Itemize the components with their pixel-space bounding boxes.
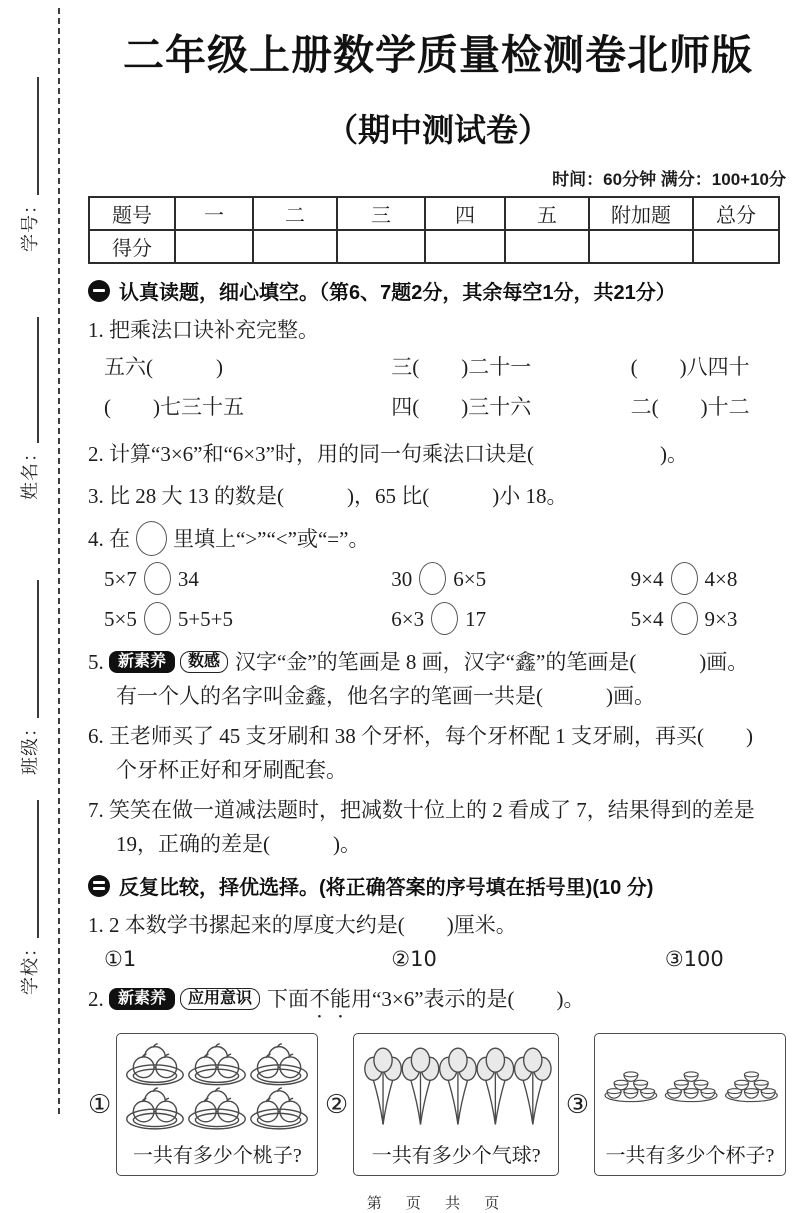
s2-q2-stem: 2. 新素养 应用意识 下面不能用“3×6”表示的是( )。	[88, 987, 585, 1011]
s1-q5-line1: 5. 新素养 数感 汉字“金”的笔画是 8 画，汉字“鑫”的笔画是( )画。	[88, 650, 749, 674]
student-number-label: 学号：	[20, 195, 40, 252]
score-col-total: 总分	[693, 197, 779, 230]
option-3: ③100	[664, 947, 724, 971]
balloons-illustration	[360, 1042, 552, 1134]
circled-number: ③	[565, 1089, 589, 1120]
paper-body	[88, 0, 788, 1213]
comparison-item: 6×3 17	[391, 599, 630, 639]
s1-q4-row2	[88, 599, 788, 639]
s1-q4-prefix: 4. 在	[88, 527, 130, 551]
s1-q4-stem	[88, 519, 788, 559]
score-col-5: 五	[505, 197, 589, 230]
s2-q2-picture-options	[88, 1033, 788, 1176]
picture-option-1	[88, 1033, 318, 1176]
number-sense-badge: 数感	[180, 651, 228, 673]
s1-q1-row2	[88, 387, 788, 427]
circled-number: ②	[324, 1089, 349, 1120]
picture-option-3	[566, 1033, 786, 1176]
s2-q1-stem: 1. 2 本数学书摞起来的厚度大约是( )厘米。	[88, 913, 517, 937]
s1-q6-line2: 个牙杯正好和牙刷配套。	[116, 758, 347, 782]
section2-heading	[88, 871, 788, 900]
compare-circle-icon	[144, 562, 171, 595]
fill-blank-item: 二( )十二	[630, 395, 750, 419]
new-literacy-badge: 新素养	[109, 651, 175, 673]
school-blank	[35, 800, 39, 938]
picture-caption: 一共有多少个桃子?	[132, 1145, 302, 1167]
fill-blank-item: 五六( )	[104, 355, 223, 379]
compare-circle-icon	[671, 562, 698, 595]
comparison-item: 5×4 9×3	[631, 599, 788, 639]
section1-heading	[88, 276, 788, 305]
s1-q6-line1: 6. 王老师买了 45 支牙刷和 38 个牙杯，每个牙杯配 1 支牙刷，再买( )	[88, 724, 753, 748]
s1-q1-stem: 1. 把乘法口诀补充完整。	[88, 318, 319, 342]
fill-blank-item: 四( )三十六	[391, 395, 532, 419]
comparison-item: 9×4 4×8	[631, 559, 788, 599]
exam-meta: 时间：60分钟 满分：100+10分	[552, 170, 786, 189]
sidebar-dashed-divider	[58, 8, 60, 1114]
new-literacy-badge: 新素养	[109, 988, 175, 1010]
compare-circle-icon	[671, 602, 698, 635]
score-col-2: 二	[253, 197, 337, 230]
score-cell	[693, 230, 779, 263]
option-2: ②10	[391, 947, 437, 971]
score-table-score-row	[89, 230, 779, 263]
score-cell	[425, 230, 505, 263]
section2-title: 反复比较，择优选择。(将正确答案的序号填在括号里)(10 分)	[119, 877, 654, 899]
comparison-item: 5×7 34	[104, 559, 391, 599]
score-col-3: 三	[337, 197, 425, 230]
class-blank	[35, 580, 39, 718]
cups-illustration	[601, 1042, 779, 1134]
cups-picture-box	[594, 1033, 786, 1176]
score-col-4: 四	[425, 197, 505, 230]
picture-option-2	[325, 1033, 559, 1176]
page-footer: 第 页 共 页	[366, 1195, 510, 1212]
sidebar-field-name	[16, 317, 42, 500]
peaches-picture-box	[116, 1033, 318, 1176]
s1-q4-suffix: 里填上“>”“<”或“=”。	[173, 527, 370, 551]
score-table	[88, 196, 780, 264]
name-blank	[35, 317, 39, 443]
fill-blank-item: ( )七三十五	[104, 395, 244, 419]
score-col-1: 一	[175, 197, 253, 230]
sidebar-field-student-number	[16, 77, 42, 252]
score-col-extra: 附加题	[589, 197, 693, 230]
sidebar-field-school	[16, 800, 42, 995]
s1-q1-row1	[88, 347, 788, 387]
balloons-picture-box	[353, 1033, 559, 1176]
peach-plates-illustration	[123, 1042, 311, 1134]
class-label: 班级：	[20, 718, 40, 775]
emphasized-text: 不能	[309, 987, 352, 1011]
application-awareness-badge: 应用意识	[180, 988, 260, 1010]
score-cell	[175, 230, 253, 263]
section1-title: 认真读题，细心填空。（第6、7题2分，其余每空1分，共21分）	[119, 282, 676, 304]
sidebar-field-class	[16, 580, 42, 775]
s2-q2-number: 2.	[88, 987, 104, 1011]
score-col-label: 题号	[89, 197, 175, 230]
s2-q1-options	[88, 942, 788, 976]
fill-blank-item: 三( )二十一	[391, 355, 532, 379]
compare-circle-icon	[136, 521, 167, 556]
page-subtitle: （期中测试卷）	[325, 112, 550, 148]
s1-q7-line1: 7. 笑笑在做一道减法题时，把减数十位上的 2 看成了 7，结果得到的差是	[88, 798, 755, 822]
score-cell	[505, 230, 589, 263]
picture-caption: 一共有多少个气球?	[371, 1145, 541, 1167]
s1-q5-number: 5.	[88, 650, 104, 674]
option-1: ①1	[104, 947, 137, 971]
score-cell	[253, 230, 337, 263]
score-cell	[589, 230, 693, 263]
picture-caption: 一共有多少个杯子?	[605, 1145, 775, 1167]
s1-q2: 2. 计算“3×6”和“6×3”时，用的同一句乘法口诀是( )。	[88, 442, 688, 466]
s1-q4-row1	[88, 559, 788, 599]
compare-circle-icon	[419, 562, 446, 595]
s1-q3: 3. 比 28 大 13 的数是( )，65 比( )小 18。	[88, 484, 568, 508]
score-cell	[337, 230, 425, 263]
circle-two-icon	[88, 875, 110, 897]
circle-one-icon	[88, 280, 110, 302]
name-label: 姓名：	[20, 443, 40, 500]
compare-circle-icon	[431, 602, 458, 635]
score-row-label: 得分	[89, 230, 175, 263]
circled-number: ①	[88, 1089, 112, 1120]
s1-q7-line2: 19，正确的差是( )。	[116, 832, 361, 856]
page-title: 二年级上册数学质量检测卷北师版	[123, 32, 753, 78]
comparison-item: 5×5 5+5+5	[104, 599, 391, 639]
comparison-item: 30 6×5	[391, 559, 630, 599]
fill-blank-item: ( )八四十	[630, 355, 750, 379]
score-table-header-row	[89, 197, 779, 230]
s1-q5-line2: 有一个人的名字叫金鑫，他名字的笔画一共是( )画。	[116, 684, 655, 708]
school-label: 学校：	[20, 938, 40, 995]
compare-circle-icon	[144, 602, 171, 635]
student-number-blank	[35, 77, 39, 195]
